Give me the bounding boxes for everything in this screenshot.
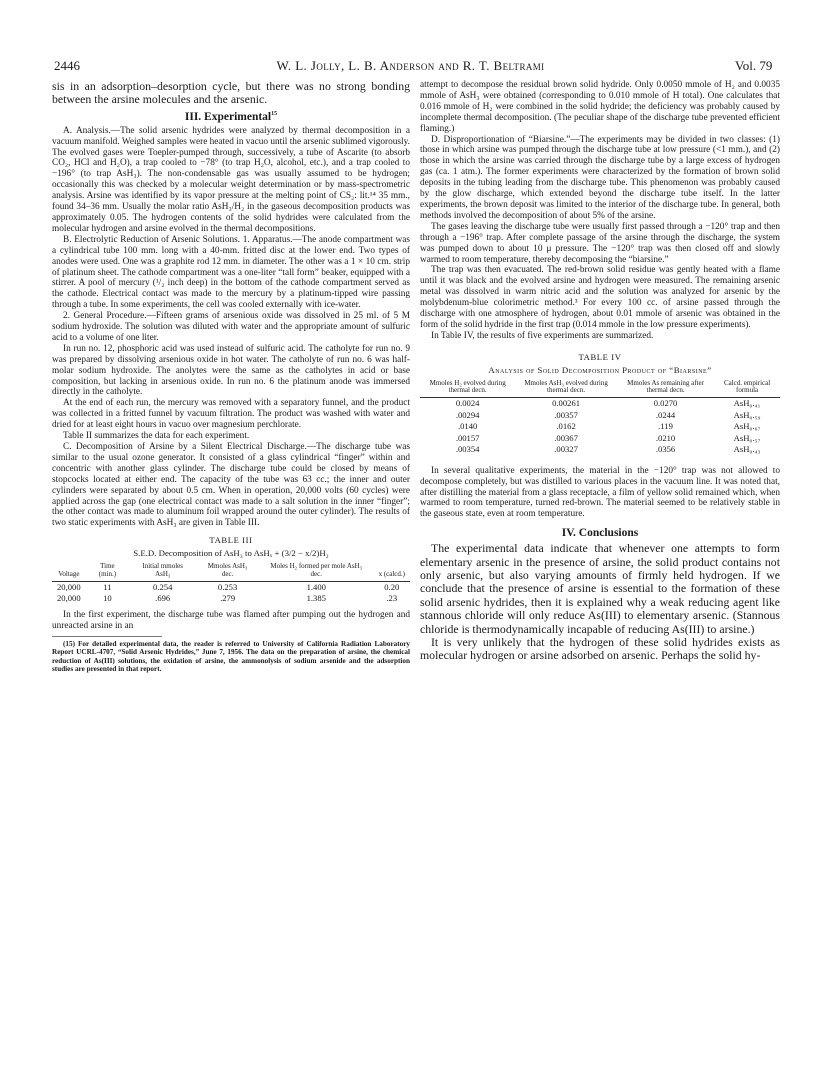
section-heading-experimental: III. Experimental$^{15}$ (184, 110, 278, 123)
paragraph-conclusion-2: It is very unlikely that the hydrogen of these solid hydrides exists as molecular hydrogen or arsine adsorbed on arsenic. Perhaps the solid hy- (420, 635, 780, 663)
table-row (420, 410, 780, 422)
table-cell: .0244 (655, 409, 676, 420)
table-cell: .119 (658, 421, 673, 432)
table-cell: .0140 (457, 421, 478, 432)
table-cell: .0162 (556, 421, 576, 432)
table3-header: Moles H₂ formed per mole AsH₃ dec. (270, 562, 363, 578)
footnote-mark: 15 (271, 110, 278, 117)
table3-header: Voltage (58, 569, 80, 578)
table4-caption: Analysis of Solid Decomposition Product of “Biarsine” (488, 364, 712, 375)
table-cell: .00327 (554, 444, 578, 455)
table4 (420, 380, 780, 456)
paragraph-after-table3: In the first experiment, the discharge tube was flamed after pumping out the hydrogen and unreacted arsine in an (52, 609, 410, 631)
intro-paragraph: sis in an adsorption–desorption cycle, but there was no strong bonding between the arsine molecules and the arsenic. (52, 79, 410, 107)
table-row (420, 398, 780, 410)
table4-header: Mmoles AsH₃ evolved during thermal decn. (524, 378, 608, 395)
table-cell: 11 (103, 581, 112, 592)
table3 (52, 563, 410, 605)
table-cell: 0.20 (384, 581, 400, 592)
table-cell: 10 (103, 593, 112, 604)
table4-header: Mmoles H₂ evolved during thermal decn. (429, 378, 506, 395)
table-cell: 1.385 (306, 593, 326, 604)
table-row (420, 444, 780, 456)
table-row (420, 421, 780, 433)
paragraph-trap: The trap was then evacuated. The red-brown solid residue was gently heated with a flame until it was black and the evolved arsine and hydrogen were measured. The remaining arsenic metal was dissolved in warm nitric acid and the solution was analyzed for arsenic by the molybdenum-blue colorimetric method.³ For every 100 cc. of arsine passed through the discharge with one atmosphere of hydrogen, about 0.01 mmole of arsenic was obtained in the form of the solid hydride in the first trap (0.014 mmole in the low pressure experiments). (420, 265, 780, 330)
right-column (420, 80, 780, 663)
table-cell: AsH₀.₆₇ (733, 421, 761, 432)
table-cell: 0.0024 (455, 398, 480, 409)
table-cell: 20,000 (57, 593, 81, 604)
table-cell: .696 (155, 593, 171, 604)
paragraph-run-details: In run no. 12, phosphoric acid was used instead of sulfuric acid. The catholyte for run no. 9 was prepared by dissolving arsenious oxide in hot water. The catholyte of run no. 6 was half-molar sodium hydroxide. The anolytes were the same as the catholytes in acid or base composition, but lacking in arsenious oxide. In run no. 6 the platinum anode was immersed directly in the catholyte. (52, 343, 410, 398)
page-number: 2446 (54, 58, 80, 73)
running-header-authors: W. L. Jolly, L. B. Anderson and R. T. Beltrami (276, 58, 545, 73)
table3-caption: S.E.D. Decomposition of AsH₃ to AsHₓ + (3/2 − x/2)H₂ (133, 548, 329, 559)
table-cell: 0.253 (217, 581, 238, 592)
paragraph-analysis: A. Analysis.—The solid arsenic hydrides were analyzed by thermal decomposition in a vacuum manifold. Weighed samples were heated in vacuo until the arsenic sublimed vigorously. The evolved gases were Toepler-pumped through, successively, a tube of Ascarite (to absorb CO₂, HCl and H₂O), a trap cooled to −78° (to trap H₂O, alcohol, etc.), and a trap cooled to −196° (to trap AsH₃). The non-condensable gas was usually assumed to be hydrogen; occasionally this was checked by a molecular weight determination or by mass-spectrometric analysis. Arsine was identified by its vapor pressure at the melting point of CS₂: lit.¹⁴ 35 mm., found 34–36 mm. Usually the molar ratio AsH₃/H₂ in the gaseous decomposition products was approximately 0.05. The hydrogen contents of the solid hydrides were calculated from the molecular hydrogen and arsine evolved in the thermal decompositions. (52, 125, 410, 234)
table-cell: AsH₀.₄₁ (733, 398, 761, 409)
footnote-15: (15) For detailed experimental data, the reader is referred to University of California Radiation Laboratory Report UCRL-4707, “Solid Arsenic Hydrides,” June 7, 1956. The data on the preparation of arsine, the chemical reduction of As(III) solutions, the oxidation of arsine, the ammonolysis of sodium arsenide and the adsorption studies are presented in that report. (52, 639, 410, 674)
paragraph-disproportionation: D. Disproportionation of “Biarsine.”—The experiments may be divided in two classes: (1) those in which arsine was pumped through the discharge tube at low pressure (<1 mm.), and (2) those in which the arsine was carried through the discharge tube by a large excess of hydrogen gas (ca. 1 atm.). The former experiments were characterized by the formation of brown solid deposits in the tubing leading from the discharge tube. This phenomenon was probably caused by the glow discharge, which extended beyond the discharge tube itself. In the latter experiments, the brown deposit was limited to the interior of the discharge tube. In general, both methods involved the decomposition of about 5% of the arsine. (420, 134, 780, 221)
table-row (52, 581, 410, 593)
table3-header: x (calcd.) (378, 569, 405, 578)
table3-header: Time (min.) (98, 562, 117, 578)
table4-label: TABLE IV (578, 351, 622, 362)
table-cell: .00157 (455, 432, 480, 443)
table4-header: Mmoles As remaining after thermal decn. (627, 378, 704, 395)
volume-label: Vol. 79 (735, 58, 773, 73)
footnote-divider (52, 636, 162, 637)
paragraph-general-procedure: 2. General Procedure.—Fifteen grams of arsenious oxide was dissolved in 25 ml. of 5 M sodium hydroxide. The solution was diluted with water and the appropriate amount of sulfuric acid to a volume of one liter. (52, 311, 410, 343)
paragraph-gases: The gases leaving the discharge tube were usually first passed through a −120° trap and then through a −196° trap. After complete passage of the arsine through the discharge, the system was pumped down to about 10 μ pressure. The −120° trap was then closed off and slowly warmed to room temperature, thereby decomposing the “biarsine.” (420, 221, 780, 265)
paragraph-product-collection: At the end of each run, the mercury was removed with a separatory funnel, and the product was collected in a fritted funnel by vacuum filtration. The product was washed with water and dried for at least eight hours in vacuo over magnesium perchlorate. (52, 398, 410, 431)
table-cell: .00294 (455, 409, 480, 420)
paragraph-table4-ref: In Table IV, the results of five experiments are summarized. (431, 330, 654, 341)
table-cell: .00357 (554, 409, 578, 420)
table-cell: 20,000 (57, 581, 81, 592)
table-cell: .23 (386, 593, 398, 604)
section-heading-conclusions: IV. Conclusions (561, 527, 639, 540)
left-column (52, 80, 410, 674)
table-cell: AsH₀.₅₇ (733, 432, 761, 443)
table-cell: 0.0270 (653, 398, 678, 409)
table3-header: Initial mmoles AsH₃ (142, 562, 184, 578)
table-cell: .0210 (655, 432, 676, 443)
table-cell: 0.00261 (552, 398, 581, 409)
table-row (420, 433, 780, 445)
table-cell: .279 (220, 593, 236, 604)
table-cell: .00367 (554, 432, 578, 443)
paragraph-continued: attempt to decompose the residual brown solid hydride. Only 0.0050 mmole of H₂ and 0.0035 mmole of AsH₃ were obtained (corresponding to 0.010 mmole of H total). One calculates that 0.016 mmole of H₂ were combined in the solid hydride; the deficiency was probably caused by incomplete thermal decomposition. (The peculiar shape of the discharge tube prevented efficient flaming.) (420, 80, 780, 134)
paragraph-conclusion-1: The experimental data indicate that whenever one attempts to form elementary arsenic in the presence of arsine, the solid product contains not only arsenic, but also varying amounts of firmly held hydrogen. If we conclude that the presence of arsine is essential to the formation of these solid arsenic hydrides, then it is explained why a weak reducing agent like stannous chloride will only reduce As(III) to elementary arsenic. (Stannous chloride is thermodynamically incapable of reducing As(III) to arsine.) (420, 541, 780, 636)
paragraph-table-ref: Table II summarizes the data for each experiment. (63, 431, 250, 442)
table-row (52, 593, 410, 605)
paragraph-qualitative: In several qualitative experiments, the material in the −120° trap was not allowed to decompose completely, but was distilled to various places in the vacuum line. It was noted that, after distilling the material from a glass receptacle, a film of yellow solid remained which, when warmed to room temperature, turned red-brown. The material seemed to be relatively stable in the gaseous state, even at room temperature. (420, 465, 780, 520)
table-cell: AsH₀.₅₉ (733, 409, 761, 420)
table3-label: TABLE III (209, 535, 253, 546)
paragraph-apparatus: B. Electrolytic Reduction of Arsenic Solutions. 1. Apparatus.—The anode compartment was a cylindrical tube 100 mm. long with a 40-mm. fritted disc at the lower end. Two types of anodes were used. One was a graphite rod 12 mm. in diameter. The other was a 1 × 10 cm. strip of platinum sheet. The cathode compartment was a one-liter “tall form” beaker, equipped with a stirrer. A pool of mercury (¹/₂ inch deep) in the bottom of the cathode compartment served as the cathode. Electrical contact was made to the mercury by a platinum-tipped wire passing through a tube. In some experiments, the cell was cooled externally with ice-water. (52, 234, 410, 311)
table-cell: 0.254 (153, 581, 173, 592)
table-cell: 1.400 (306, 581, 326, 592)
table-cell: .0356 (655, 444, 676, 455)
table3-header: Mmoles AsH₃ dec. (207, 562, 248, 578)
table4-header: Calcd. empirical formula (723, 378, 771, 395)
table-cell: AsH₀.₄₃ (733, 444, 761, 455)
paragraph-discharge: C. Decomposition of Arsine by a Silent Electrical Discharge.—The discharge tube was similar to the usual ozone generator. It consisted of a glass cylindrical “finger” within and concentric with another glass cylinder. The discharge tube could be closed by means of stopcocks located at either end. The capacity of the tube was 63 cc.; the inner and outer cylinders were separated by about 0.5 cm. When in operation, 20,000 volts (60 cycles) were applied across the gap (one electrical contact was made to a salt solution in the inner “finger”; the other contact was made to aluminum foil wrapped around the outer cylinder). The results of two static experiments with AsH₃ are given in Table III. (52, 442, 410, 529)
table-cell: .00354 (455, 444, 480, 455)
